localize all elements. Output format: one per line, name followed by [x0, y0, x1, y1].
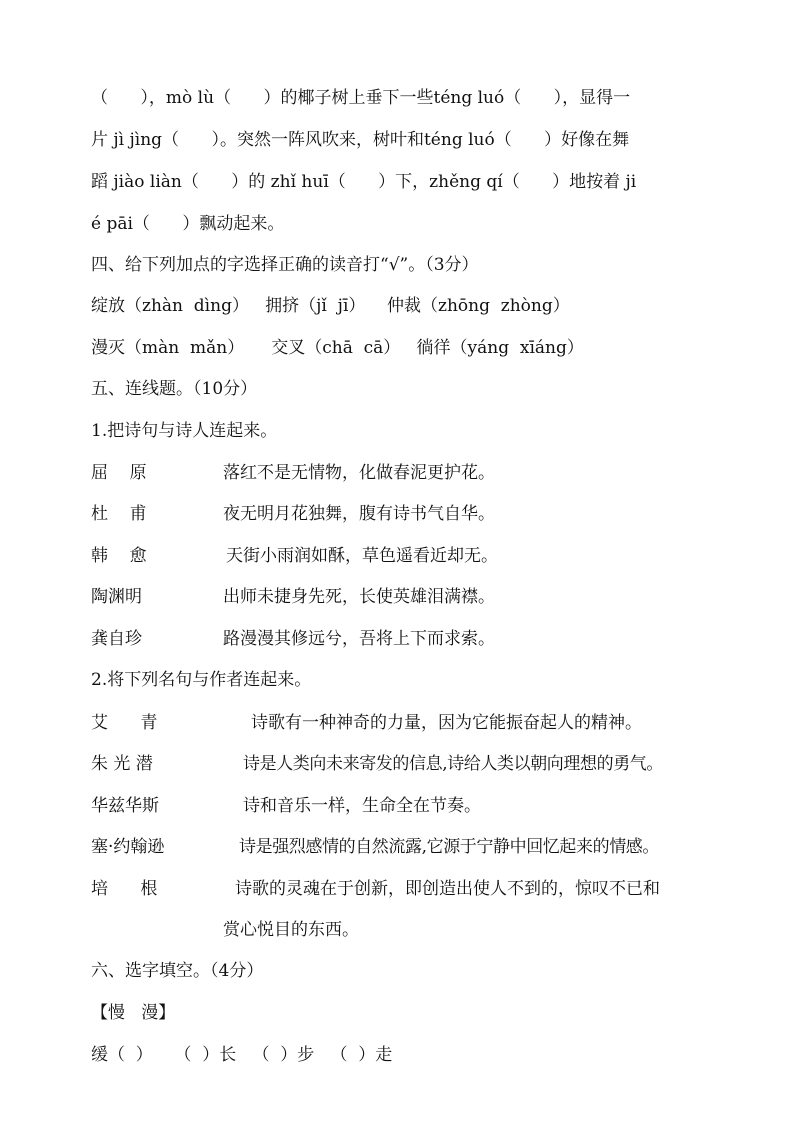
section5-title: 五、连线题。（10分）: [91, 379, 258, 399]
section4-row-1: 绽放（zhàn dìng） 拥挤（jǐ jī） 仲裁（zhōng zhòng）: [91, 296, 570, 316]
quote-text: 诗是强烈感情的自然流露,它源于宁静中回忆起来的情感。: [239, 837, 660, 857]
author-name: 华兹华斯: [91, 796, 159, 816]
section6-blanks: 缓（ ） （ ）长 （ ）步 （ ）走: [91, 1045, 393, 1065]
section5-part1-title: 1.把诗句与诗人连起来。: [91, 421, 278, 441]
author-name: 朱 光 潜: [91, 754, 153, 774]
section3-line-3: 蹈 jiào liàn（ ）的 zhǐ huī（ ）下，zhěng qí（ ）地按着 ji: [91, 172, 637, 192]
poem-line: 天街小雨润如酥，草色遥看近却无。: [226, 546, 498, 566]
quote-text: 诗歌的灵魂在于创新，即创造出使人不到的，惊叹不已和: [235, 879, 660, 899]
section4-title: 四、给下列加点的字选择正确的读音打“√”。（3分）: [91, 255, 479, 275]
poem-line: 路漫漫其修远兮，吾将上下而求索。: [223, 629, 495, 649]
poem-line: 夜无明月花独舞，腹有诗书气自华。: [223, 504, 495, 524]
poem-line: 出师未捷身先死，长使英雄泪满襟。: [223, 587, 495, 607]
section3-line-4: é pāi（ ）飘动起来。: [91, 214, 285, 234]
section4-row-2: 漫灭（màn mǎn） 交叉（chā cā） 徜徉（yáng xīáng）: [91, 338, 584, 358]
quote-text: 诗是人类向未来寄发的信息,诗给人类以朝向理想的勇气。: [243, 754, 664, 774]
poet-name: 屈 原: [91, 463, 147, 483]
section3-line-1: （ ），mò lù（ ）的椰子树上垂下一些téng luó（ ），显得一: [91, 88, 631, 108]
author-name: 培 根: [91, 879, 158, 899]
quote-text: 诗和音乐一样，生命全在节奏。: [243, 796, 481, 816]
author-name: 塞·约翰逊: [91, 837, 165, 857]
quote-text: 诗歌有一种神奇的力量，因为它能振奋起人的精神。: [251, 713, 642, 733]
author-name: 艾 青: [91, 713, 158, 733]
poet-name: 龚自珍: [91, 629, 142, 649]
quote-continuation: 赏心悦目的东西。: [223, 920, 359, 940]
section6-choices: 【慢 漫】: [91, 1003, 176, 1023]
section3-line-2: 片 jì jìng（ ）。突然一阵风吹来，树叶和téng luó（ ）好像在舞: [91, 130, 630, 150]
poet-name: 杜 甫: [91, 504, 147, 524]
section5-part2-title: 2.将下列名句与作者连起来。: [91, 670, 312, 690]
poet-name: 韩 愈: [91, 546, 147, 566]
poem-line: 落红不是无情物，化做春泥更护花。: [223, 463, 495, 483]
section6-title: 六、选字填空。（4分）: [91, 961, 264, 981]
poet-name: 陶渊明: [91, 587, 142, 607]
